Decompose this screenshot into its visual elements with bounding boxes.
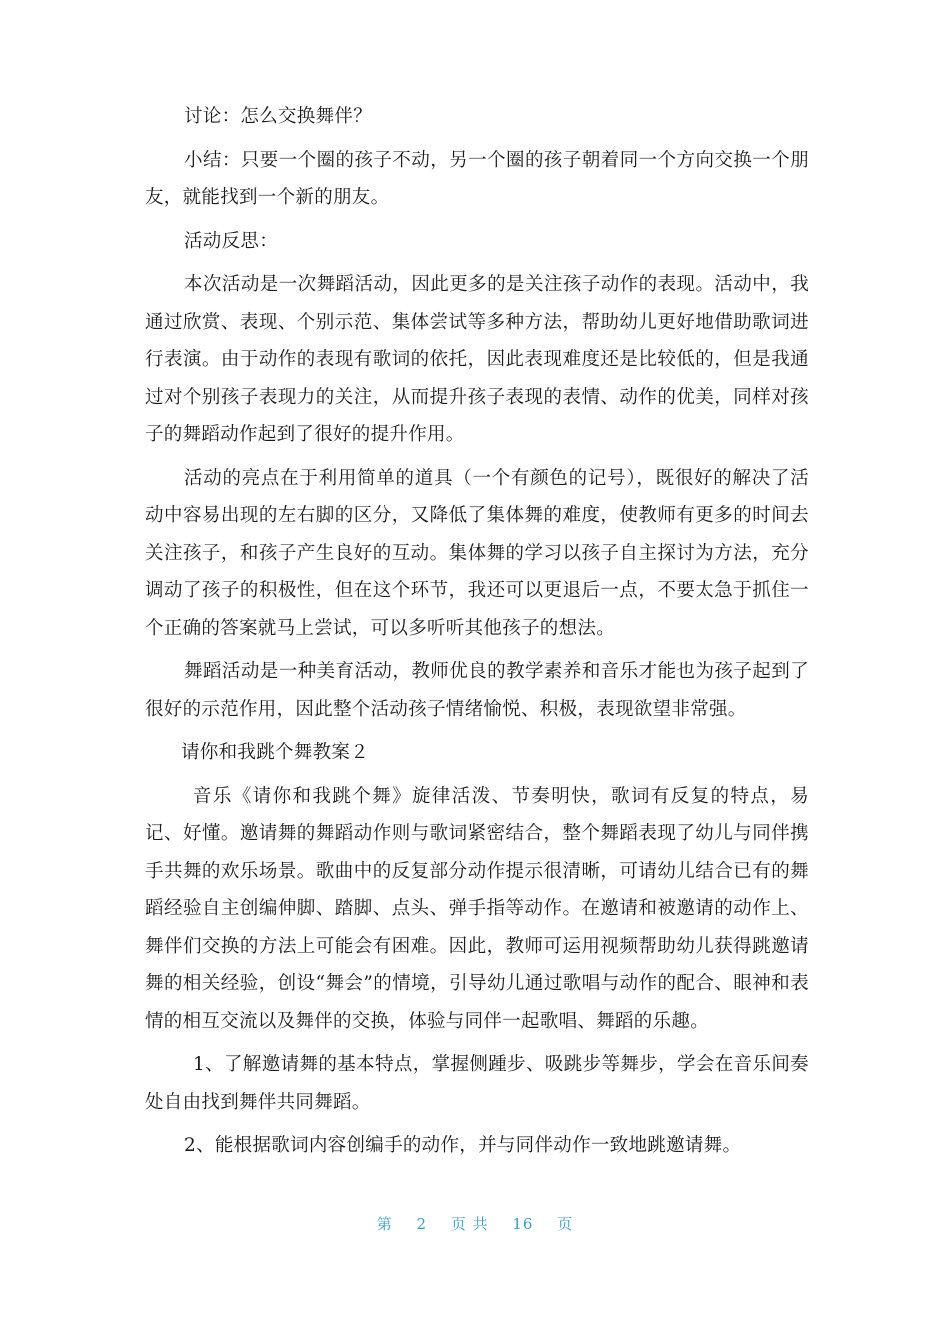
document-body bbox=[145, 98, 809, 1171]
section-title: 请你和我跳个舞教案２ bbox=[181, 742, 370, 763]
paragraph-lesson-intro: 音乐《请你和我跳个舞》旋律活泼、节奏明快，歌词有反复的特点，易记、好懂。邀请舞的舞蹈动作则与歌词紧密结合，整个舞蹈表现了幼儿与同伴携手共舞的欢乐场景。歌曲中的反复部分动作提示很清晰，可请幼儿结合已有的舞蹈经验自主创编伸脚、踏脚、点头、弹手指等动作。在邀请和被邀请的动作上、舞伴们交换的方法上可能会有困难。因此，教师可运用视频帮助幼儿获得跳邀请舞的相关经验，创设“舞会”的情境，引导幼儿通过歌唱与动作的配合、眼神和表情的相互交流以及舞伴的交换，体验与同伴一起歌唱、舞蹈的乐趣。 bbox=[145, 785, 809, 1032]
footer-prefix: 第 bbox=[376, 1215, 393, 1233]
footer-suffix: 页 bbox=[557, 1215, 574, 1233]
paragraph-reflection-1: 本次活动是一次舞蹈活动，因此更多的是关注孩子动作的表现。活动中，我通过欣赏、表现、个别示范、集体尝试等多种方法，帮助幼儿更好地借助歌词进行表演。由于动作的表现有歌词的依托，因此表现难度还是比较低的，但是我通过对个别孩子表现力的关注，从而提升孩子表现的表情、动作的优美，同样对孩子的舞蹈动作起到了很好的提升作用。 bbox=[145, 274, 809, 445]
footer-middle: 页 共 bbox=[450, 1215, 489, 1233]
footer-current-page: 2 bbox=[416, 1215, 428, 1233]
paragraph-goal-2: 2、能根据歌词内容创编手的动作，并与同伴动作一致地跳邀请舞。 bbox=[184, 1135, 742, 1156]
paragraph-reflection-3: 舞蹈活动是一种美育活动，教师优良的教学素养和音乐才能也为孩子起到了很好的示范作用，因此整个活动孩子情绪愉悦、积极，表现欲望非常强。 bbox=[145, 661, 809, 720]
paragraph-reflection-heading: 活动反思： bbox=[184, 230, 279, 252]
footer-total-pages: 16 bbox=[512, 1215, 534, 1233]
page-footer bbox=[0, 1213, 950, 1234]
paragraph-reflection-2: 活动的亮点在于利用简单的道具（一个有颜色的记号），既很好的解决了活动中容易出现的左右脚的区分，又降低了集体舞的难度，使教师有更多的时间去关注孩子，和孩子产生良好的互动。集体舞的学习以孩子自主探讨为方法，充分调动了孩子的积极性，但在这个环节，我还可以更退后一点，不要太急于抓住一个正确的答案就马上尝试，可以多听听其他孩子的想法。 bbox=[145, 467, 809, 639]
paragraph-goal-1: 1、了解邀请舞的基本特点，掌握侧踵步、吸跳步等舞步，学会在音乐间奏处自由找到舞伴共同舞蹈。 bbox=[145, 1054, 809, 1113]
paragraph-discussion: 讨论：怎么交换舞伴？ bbox=[184, 106, 373, 127]
paragraph-summary: 小结：只要一个圈的孩子不动，另一个圈的孩子朝着同一个方向交换一个朋友，就能找到一个新的朋友。 bbox=[145, 149, 809, 208]
